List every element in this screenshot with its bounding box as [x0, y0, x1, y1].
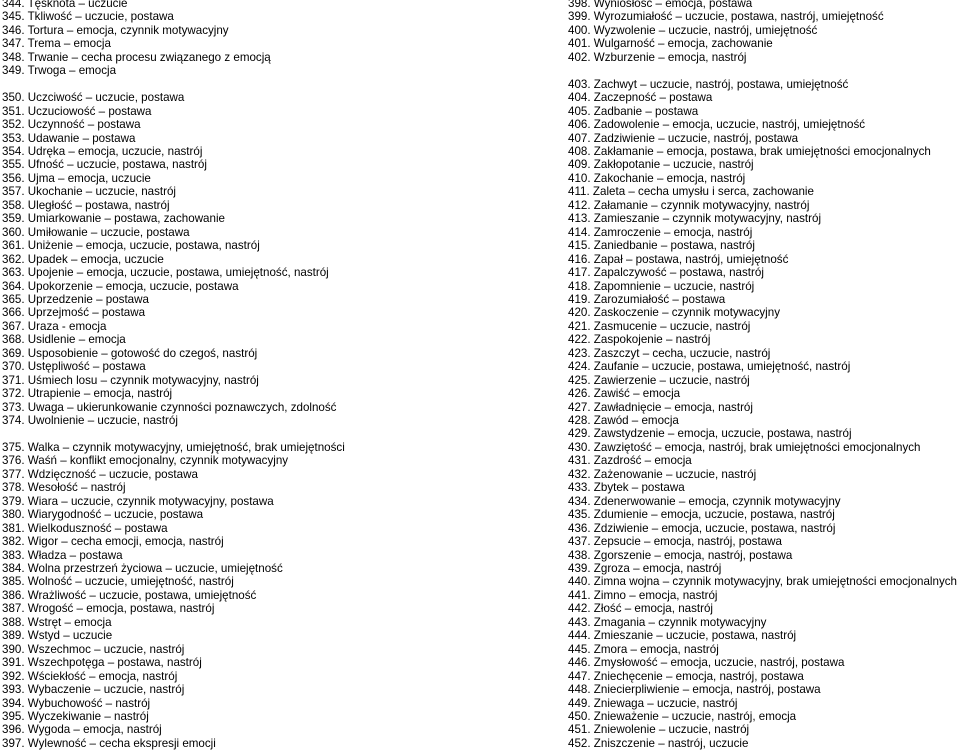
list-item: 380. Wiarygodność – uczucie, postawa: [2, 508, 204, 522]
list-item: 345. Tkliwość – uczucie, postawa: [2, 10, 174, 24]
list-item: 402. Wzburzenie – emocja, nastrój: [568, 50, 747, 64]
list-item: 396. Wygoda – emocja, nastrój: [2, 723, 162, 737]
list-item: 415. Zaniedbanie – postawa, nastrój: [568, 239, 755, 253]
list-item: 412. Załamanie – czynnik motywacyjny, nastrój: [568, 198, 810, 212]
list-item: 350. Uczciwość – uczucie, postawa: [2, 91, 185, 105]
list-item: 369. Usposobienie – gotowość do czegoś, nastrój: [2, 346, 258, 360]
list-item: 437. Zepsucie – emocja, nastrój, postawa: [568, 535, 782, 549]
list-item: 405. Zadbanie – postawa: [568, 104, 699, 118]
list-item: 373. Uwaga – ukierunkowanie czynności poznawczych, zdolność: [2, 400, 337, 414]
list-item: 432. Zażenowanie – uczucie, nastrój: [568, 467, 757, 481]
list-item: 390. Wszechmoc – uczucie, nastrój: [2, 642, 185, 656]
list-item: 387. Wrogość – emocja, postawa, nastrój: [2, 602, 215, 616]
list-item: 394. Wybuchowość – nastrój: [2, 696, 151, 710]
list-item: 447. Zniechęcenie – emocja, nastrój, postawa: [568, 669, 804, 683]
list-item: 400. Wyzwolenie – uczucie, nastrój, umiejętność: [568, 23, 818, 37]
list-item: 392. Wściekłość – emocja, nastrój: [2, 669, 178, 683]
list-item: 420. Zaskoczenie – czynnik motywacyjny: [568, 306, 780, 320]
list-item: 441. Zimno – emocja, nastrój: [568, 588, 718, 602]
list-item: 372. Utrapienie – emocja, nastrój: [2, 387, 173, 401]
list-item: 448. Zniecierpliwienie – emocja, nastrój, postawa: [568, 683, 821, 697]
list-item: 362. Upadek – emocja, uczucie: [2, 252, 164, 266]
list-item: 410. Zakochanie – emocja, nastrój: [568, 171, 746, 185]
list-item: 406. Zadowolenie – emocja, uczucie, nastrój, umiejętność: [568, 118, 866, 132]
left-column: [2, 0, 472, 750]
list-item: 428. Zawód – emocja: [568, 414, 679, 428]
list-item: 383. Władza – postawa: [2, 548, 123, 562]
list-item: 375. Walka – czynnik motywacyjny, umiejętność, brak umiejętności: [2, 440, 345, 454]
list-item: 413. Zamieszanie – czynnik motywacyjny, nastrój: [568, 212, 822, 226]
list-item: 371. Uśmiech losu – czynnik motywacyjny, nastrój: [2, 373, 259, 387]
list-item: 377. Wdzięczność – uczucie, postawa: [2, 467, 198, 481]
list-item: 368. Usidlenie – emocja: [2, 333, 126, 347]
list-item: 358. Uległość – postawa, nastrój: [2, 198, 170, 212]
list-item: 433. Zbytek – postawa: [568, 481, 685, 495]
list-item: 439. Zgroza – emocja, nastrój: [568, 562, 722, 576]
list-item: 403. Zachwyt – uczucie, nastrój, postawa, umiejętność: [568, 77, 849, 91]
list-item: 386. Wrażliwość – uczucie, postawa, umiejętność: [2, 588, 257, 602]
section-gap: [2, 427, 472, 440]
list-item: 397. Wylewność – cecha ekspresji emocji: [2, 736, 216, 750]
section-gap: [2, 78, 472, 91]
list-item: 424. Zaufanie – uczucie, postawa, umiejętność, nastrój: [568, 360, 851, 374]
list-item: 360. Umiłowanie – uczucie, postawa: [2, 225, 190, 239]
list-item: 423. Zaszczyt – cecha, uczucie, nastrój: [568, 346, 771, 360]
list-item: 399. Wyrozumiałość – uczucie, postawa, nastrój, umiejętność: [568, 10, 884, 24]
list-item: 356. Ujma – emocja, uczucie: [2, 171, 151, 185]
list-item: 414. Zamroczenie – emocja, nastrój: [568, 225, 753, 239]
list-item: 344. Tęsknota – uczucie: [2, 0, 128, 10]
list-item: 408. Zakłamanie – emocja, postawa, brak umiejętności emocjonalnych: [568, 144, 931, 158]
list-item: 440. Zimna wojna – czynnik motywacyjny, brak umiejętności emocjonalnych: [568, 575, 957, 589]
list-item: 395. Wyczekiwanie – nastrój: [2, 709, 149, 723]
list-item: 398. Wyniosłość – emocja, postawa: [568, 0, 753, 10]
list-item: 409. Zakłopotanie – uczucie, nastrój: [568, 158, 754, 172]
list-item: 363. Upojenie – emocja, uczucie, postawa, umiejętność, nastrój: [2, 266, 329, 280]
list-item: 381. Wielkoduszność – postawa: [2, 521, 168, 535]
list-item: 366. Uprzejmość – postawa: [2, 306, 146, 320]
list-item: 365. Uprzedzenie – postawa: [2, 292, 149, 306]
list-item: 429. Zawstydzenie – emocja, uczucie, postawa, nastrój: [568, 427, 852, 441]
list-item: 450. Znieważenie – uczucie, nastrój, emocja: [568, 710, 797, 723]
list-item: 451. Zniewolenie – uczucie, nastrój: [568, 723, 750, 737]
list-item: 430. Zawziętość – emocja, nastrój, brak umiejętności emocjonalnych: [568, 440, 921, 454]
list-item: 417. Zapalczywość – postawa, nastrój: [568, 266, 764, 280]
list-item: 385. Wolność – uczucie, umiejętność, nastrój: [2, 575, 234, 589]
list-item: 367. Uraza - emocja: [2, 319, 107, 333]
list-item: 347. Trema – emocja: [2, 37, 111, 51]
list-item: 384. Wolna przestrzeń życiowa – uczucie, umiejętność: [2, 562, 283, 575]
list-item: 407. Zadziwienie – uczucie, nastrój, postawa: [568, 131, 799, 145]
list-item: 352. Uczynność – postawa: [2, 118, 141, 132]
list-item: 359. Umiarkowanie – postawa, zachowanie: [2, 212, 225, 226]
list-item: 389. Wstyd – uczucie: [2, 629, 113, 643]
list-item: 411. Zaleta – cecha umysłu i serca, zachowanie: [568, 185, 814, 199]
list-item: 401. Wulgarność – emocja, zachowanie: [568, 37, 773, 51]
section-gap: [568, 64, 960, 77]
list-item: 378. Wesołość – nastrój: [2, 481, 126, 495]
list-item: 346. Tortura – emocja, czynnik motywacyjny: [2, 23, 229, 37]
list-item: 436. Zdziwienie – emocja, uczucie, postawa, nastrój: [568, 521, 836, 535]
list-item: 370. Ustępliwość – postawa: [2, 360, 146, 374]
list-item: 425. Zawierzenie – uczucie, nastrój: [568, 373, 750, 387]
list-item: 357. Ukochanie – uczucie, nastrój: [2, 185, 177, 199]
list-item: 444. Zmieszanie – uczucie, postawa, nastrój: [568, 629, 797, 643]
list-item: 354. Udręka – emocja, uczucie, nastrój: [2, 144, 203, 158]
list-item: 452. Zniszczenie – nastrój, uczucie: [568, 736, 749, 750]
list-item: 435. Zdumienie – emocja, uczucie, postawa, nastrój: [568, 508, 835, 522]
list-item: 421. Zasmucenie – uczucie, nastrój: [568, 319, 751, 333]
list-item: 418. Zapomnienie – uczucie, nastrój: [568, 279, 755, 293]
list-item: 361. Uniżenie – emocja, uczucie, postawa, nastrój: [2, 239, 260, 253]
list-item: 382. Wigor – cecha emocji, emocja, nastrój: [2, 535, 224, 549]
list-item: 351. Uczuciowość – postawa: [2, 104, 152, 118]
list-item: 376. Waśń – konflikt emocjonalny, czynnik motywacyjny: [2, 454, 289, 468]
list-item: 353. Udawanie – postawa: [2, 131, 136, 145]
list-item: 443. Zmagania – czynnik motywacyjny: [568, 615, 767, 629]
list-item: 355. Ufność – uczucie, postawa, nastrój: [2, 158, 207, 172]
list-item: 426. Zawiść – emocja: [568, 387, 681, 401]
list-item: 445. Zmora – emocja, nastrój: [568, 642, 719, 656]
list-item: 449. Zniewaga – uczucie, nastrój: [568, 696, 738, 710]
list-item: 422. Zaspokojenie – nastrój: [568, 333, 711, 347]
list-item: 391. Wszechpotęga – postawa, nastrój: [2, 656, 202, 670]
list-item: 442. Złość – emocja, nastrój: [568, 602, 713, 616]
list-item: 374. Uwolnienie – uczucie, nastrój: [2, 414, 178, 428]
list-item: 348. Trwanie – cecha procesu związanego z emocją: [2, 50, 271, 64]
list-item: 364. Upokorzenie – emocja, uczucie, postawa: [2, 279, 239, 293]
list-item: 404. Zaczepność – postawa: [568, 91, 713, 105]
list-item: 416. Zapał – postawa, nastrój, umiejętność: [568, 252, 789, 266]
list-item: 431. Zazdrość – emocja: [568, 454, 692, 468]
list-item: 349. Trwoga – emocja: [2, 64, 117, 78]
list-item: 427. Zawładnięcie – emocja, nastrój: [568, 400, 753, 414]
list-item: 434. Zdenerwowanie – emocja, czynnik motywacyjny: [568, 494, 841, 508]
list-item: 419. Zarozumiałość – postawa: [568, 292, 726, 306]
list-item: 438. Zgorszenie – emocja, nastrój, postawa: [568, 548, 793, 562]
list-item: 446. Zmysłowość – emocja, uczucie, nastrój, postawa: [568, 656, 845, 670]
list-item: 379. Wiara – uczucie, czynnik motywacyjny, postawa: [2, 494, 274, 508]
right-column: [568, 0, 960, 750]
list-item: 393. Wybaczenie – uczucie, nastrój: [2, 683, 185, 697]
list-item: 388. Wstręt – emocja: [2, 615, 112, 629]
